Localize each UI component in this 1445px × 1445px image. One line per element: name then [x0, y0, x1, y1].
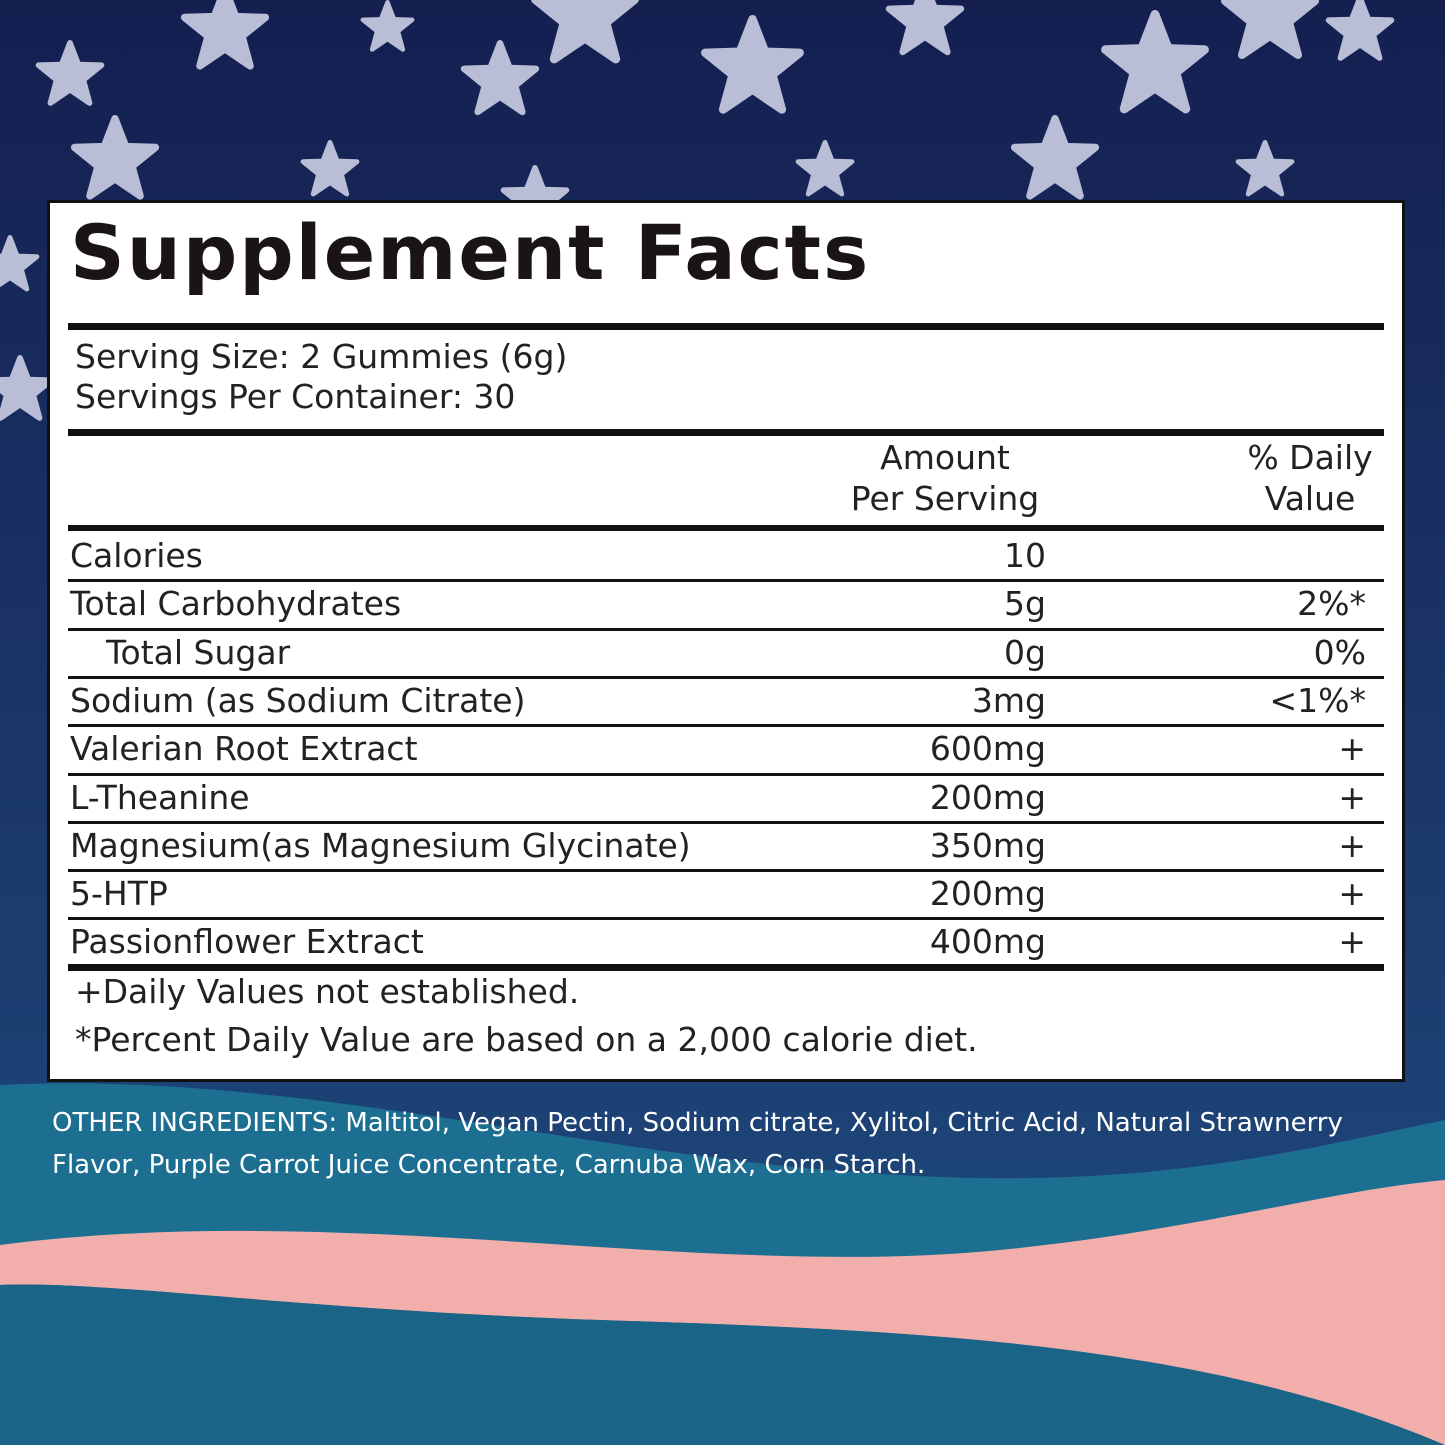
divider-thick: [68, 964, 1384, 971]
amount-header-line2: Per Serving: [850, 479, 1040, 518]
table-row: [68, 726, 1384, 774]
nutrient-daily-value: <1%*: [1269, 680, 1366, 720]
nutrient-name: Calories: [70, 536, 203, 575]
nutrient-amount: 5g: [1004, 584, 1046, 624]
amount-header: [820, 437, 1070, 519]
serving-size: Serving Size: 2 Gummies (6g): [75, 337, 568, 376]
nutrient-name: Valerian Root Extract: [70, 729, 418, 769]
daily-value-header: [1220, 437, 1400, 519]
table-row: [68, 581, 1384, 629]
nutrient-daily-value: +: [1338, 825, 1366, 865]
nutrient-daily-value: +: [1338, 729, 1366, 769]
table-row: [68, 919, 1384, 967]
table-row: [68, 533, 1384, 581]
nutrient-name: L-Theanine: [70, 777, 250, 817]
footnote-plus: +Daily Values not established.: [75, 972, 580, 1011]
daily-value-header-line1: % Daily: [1247, 438, 1373, 477]
table-row: [68, 775, 1384, 823]
nutrient-name: 5-HTP: [70, 874, 168, 914]
nutrient-daily-value: 2%*: [1297, 584, 1366, 624]
nutrient-name: Passionflower Extract: [70, 922, 424, 962]
supplement-facts-panel: [47, 200, 1405, 1082]
nutrient-daily-value: 0%: [1313, 632, 1366, 672]
panel-title: Supplement Facts: [70, 208, 871, 297]
other-ingredients: OTHER INGREDIENTS: Maltitol, Vegan Pectin, Sodium citrate, Xylitol, Citric Acid, Natural Strawnerry Flavor, Purple Carrot Juice Concentrate, Carnuba Wax, Corn Starch.: [52, 1108, 1343, 1180]
footnote-star: *Percent Daily Value are based on a 2,000 calorie diet.: [75, 1020, 978, 1059]
nutrient-amount: 200mg: [929, 777, 1046, 817]
nutrient-daily-value: +: [1338, 874, 1366, 914]
nutrient-name: Total Carbohydrates: [70, 584, 402, 624]
table-row: [68, 630, 1384, 678]
nutrient-name: Magnesium(as Magnesium Glycinate): [70, 825, 691, 865]
nutrient-amount: 350mg: [929, 825, 1046, 865]
nutrient-amount: 200mg: [929, 874, 1046, 914]
table-row: [68, 871, 1384, 919]
nutrient-name: Total Sugar: [106, 632, 291, 672]
table-row: [68, 823, 1384, 871]
servings-per-container: Servings Per Container: 30: [75, 377, 516, 416]
nutrient-daily-value: +: [1338, 777, 1366, 817]
nutrient-daily-value: +: [1338, 922, 1366, 962]
divider-thick: [68, 323, 1384, 330]
divider-thick: [68, 429, 1384, 436]
nutrient-amount: 600mg: [929, 729, 1046, 769]
amount-header-line1: Amount: [880, 438, 1010, 477]
nutrient-name: Sodium (as Sodium Citrate): [70, 680, 526, 720]
nutrient-amount: 400mg: [929, 922, 1046, 962]
divider-thick: [68, 525, 1384, 531]
table-row: [68, 678, 1384, 726]
nutrient-amount: 10: [1004, 536, 1046, 575]
nutrient-amount: 3mg: [971, 680, 1046, 720]
nutrient-amount: 0g: [1004, 632, 1046, 672]
daily-value-header-line2: Value: [1264, 479, 1356, 518]
